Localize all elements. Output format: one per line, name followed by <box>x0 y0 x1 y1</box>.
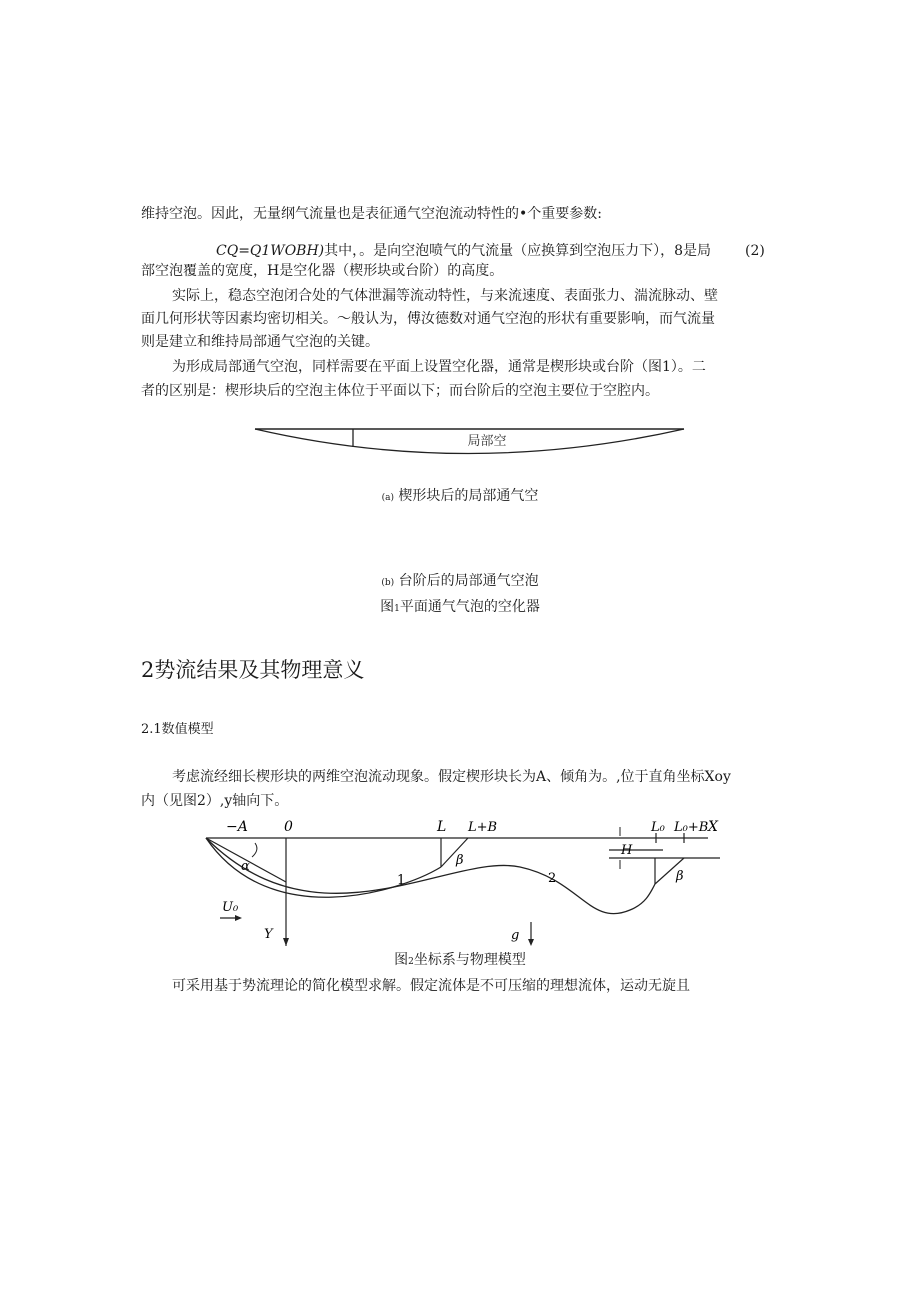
label-x-axis: X <box>708 819 718 835</box>
g-arrow-head <box>528 939 534 946</box>
caption-1-text: 平面通气气泡的空化器 <box>399 599 540 615</box>
caption-2-prefix: 图 <box>394 952 409 968</box>
label-y-axis: Y <box>264 927 273 942</box>
figure-1a-caption <box>0 485 920 505</box>
paragraph-5-line-1: 考虑流经细长楔形块的两维空泡流动现象。假定楔形块长为A、倾角为。,位于直角坐标Xoy <box>172 769 731 785</box>
caption-b-prefix: (b) <box>381 578 395 588</box>
angle-arc-alpha <box>252 843 257 857</box>
wedge-l-incline <box>441 838 468 867</box>
caption-a-text: 楔形块后的局部通气空 <box>398 488 539 504</box>
label-l: L <box>437 819 447 835</box>
paragraph-3-line-3: 则是建立和维持局部通气空泡的关键。 <box>141 334 379 350</box>
label-curve-2: 2 <box>548 871 557 886</box>
label-l0-plus-b: L₀+B <box>674 820 709 835</box>
formula-tail: 其中，。是向空泡喷气的气流量（应换算到空泡压力下），8是局 <box>324 243 712 259</box>
label-beta-1: β <box>456 853 464 868</box>
paragraph-4-line-1: 为形成局部通气空泡，同样需要在平面上设置空化器，通常是楔形块或台阶（图1）。二 <box>172 359 706 375</box>
figure-2-caption <box>0 949 920 969</box>
paragraph-4-line-2: 者的区别是：楔形块后的空泡主体位于平面以下；而台阶后的空泡主要位于空腔内。 <box>141 383 659 399</box>
paragraph-6: 可采用基于势流理论的简化模型求解。假定流体是不可压缩的理想流体，运动无旋且 <box>172 978 690 994</box>
paragraph-3-line-1: 实际上，稳态空泡闭合处的气体泄漏等流动特性，与来流速度、表面张力、湍流脉动、壁 <box>172 288 718 304</box>
formula: CQ=Q1WOBH) <box>216 243 325 259</box>
label-minus-a: −A <box>226 819 248 835</box>
label-origin: 0 <box>284 819 293 835</box>
figure-1b-caption <box>0 570 920 590</box>
caption-b-text: 台阶后的局部通气空泡 <box>398 573 539 589</box>
caption-2-text: 坐标系与物理模型 <box>413 952 526 968</box>
subsection-heading: 2.1数值模型 <box>141 722 214 737</box>
y-axis-arrow <box>283 938 289 946</box>
formula-line <box>216 240 711 262</box>
figure-1a-diagram <box>250 420 690 470</box>
figure-1-caption <box>0 596 920 616</box>
section-heading: 2势流结果及其物理意义 <box>141 658 365 682</box>
caption-1-prefix: 图 <box>380 599 395 615</box>
paragraph-5-line-2: 内（见图2）,y轴向下。 <box>141 793 289 809</box>
caption-1-number: 1 <box>394 604 400 614</box>
label-u0: U₀ <box>222 900 239 915</box>
label-alpha: α <box>241 859 250 874</box>
figure-2-diagram <box>200 812 740 952</box>
label-curve-1: 1 <box>397 873 406 888</box>
u0-arrow-head <box>235 915 242 921</box>
cavity-inner-label: 局部空 <box>467 434 507 449</box>
caption-2-number: 2 <box>408 957 414 967</box>
paragraph-2: 部空泡覆盖的宽度，H是空化器（楔形块或台阶）的高度。 <box>141 263 504 279</box>
paragraph-1: 维持空泡。因此，无量纲气流量也是表征通气空泡流动特性的•个重要参数: <box>141 206 602 222</box>
label-l0: L₀ <box>651 820 665 835</box>
paragraph-3-line-2: 面几何形状等因素均密切相关。～般认为，傅汝德数对通气空泡的形状有重要影响，而气流量 <box>141 311 715 327</box>
label-h: H <box>621 843 633 858</box>
label-l-plus-b: L+B <box>468 820 498 835</box>
equation-number: (2) <box>745 243 765 259</box>
caption-a-prefix: (a) <box>381 493 394 503</box>
label-g: g <box>511 928 520 943</box>
label-beta-2: β <box>676 869 684 884</box>
cavity-curve-2 <box>206 838 655 914</box>
